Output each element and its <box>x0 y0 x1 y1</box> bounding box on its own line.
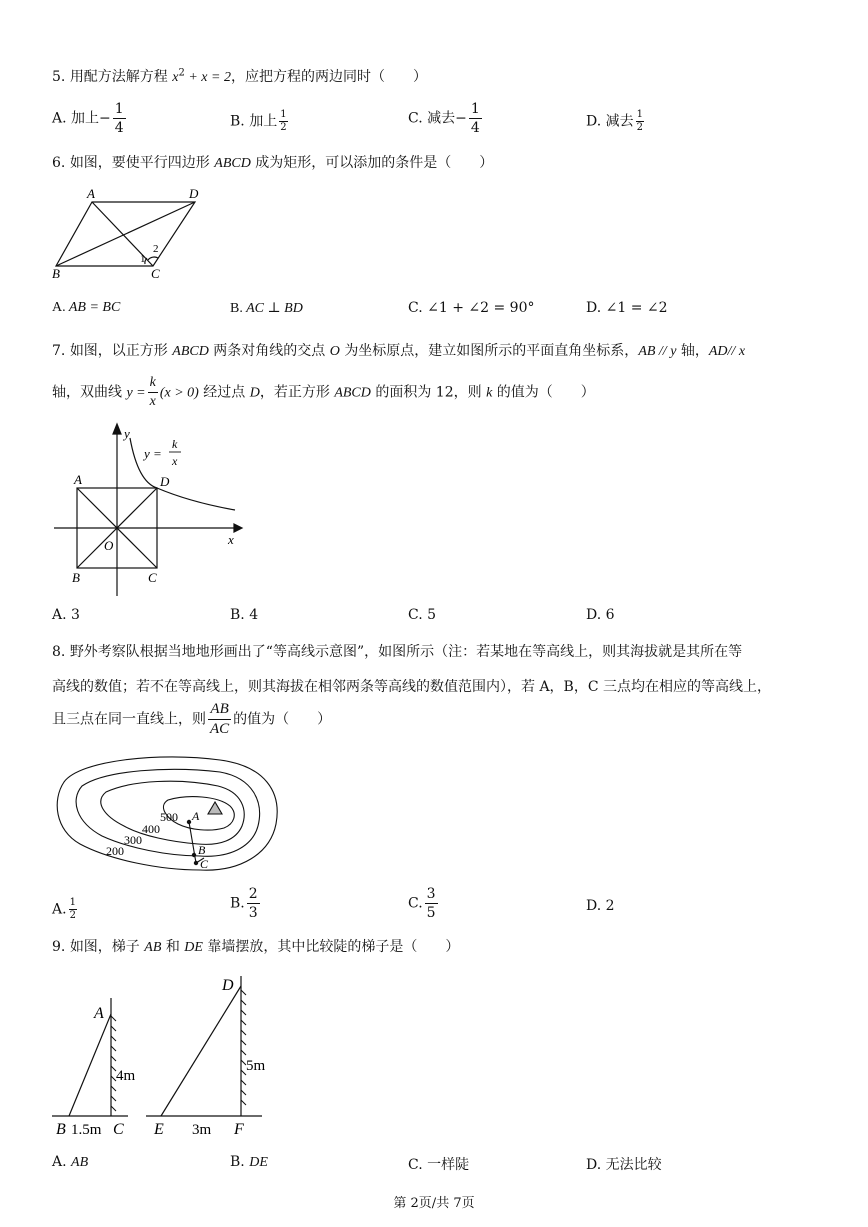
label-e: E <box>154 1121 164 1138</box>
q6-option-a[interactable]: A. AB = BC <box>52 300 121 315</box>
label-200: 200 <box>106 844 124 858</box>
curve-label-den: x <box>172 454 178 468</box>
label-b: B <box>52 266 60 281</box>
curve-label-num: k <box>172 437 178 451</box>
label-b: B <box>56 1121 66 1138</box>
q9-ladders-figure <box>50 968 270 1144</box>
label-d: D <box>160 474 170 489</box>
q7-number: 7. <box>52 343 66 359</box>
label-o: O <box>104 538 114 553</box>
label-height-4m: 4m <box>116 1068 136 1084</box>
label-base-3m: 3m <box>192 1122 212 1138</box>
summit-marker-icon <box>208 802 222 814</box>
label-a: A <box>74 472 82 487</box>
q7-option-d[interactable]: D. 6 <box>586 607 615 623</box>
label-c: C <box>151 266 160 281</box>
label-c: C <box>200 857 209 871</box>
angle-2-arc <box>148 257 158 260</box>
q9-option-b[interactable]: B. DE <box>230 1154 268 1170</box>
q8-stem-line2: 高线的数值；若不在等高线上，则其海拔在相邻两条等高线的数值范围内），若 A，B，C 三点均在相应的等高线上， <box>52 679 772 695</box>
q7-stem-line2: 轴，双曲线 y = $\frac{k}{x}$ (x > 0) 经过点 D，若正方形 ABCD 的面积为 12，则 k 的值为（ ） <box>52 375 595 409</box>
q8-option-a[interactable]: A. $\frac{1}{2}$ <box>52 897 76 921</box>
q9-option-d[interactable]: D. 无法比较 <box>586 1157 662 1173</box>
q8-stem-line1: 8. 野外考察队根据当地地形画出了“等高线示意图”，如图所示（注：若某地在等高线上，则其海拔就是其所在等 <box>52 644 743 660</box>
q6-stem: 6. 如图，要使平行四边形 ABCD 成为矩形，可以添加的条件是（ ） <box>52 155 494 171</box>
label-a: A <box>87 186 95 201</box>
q6-option-b[interactable]: B. AC ⊥ BD <box>230 301 303 316</box>
q5-option-b[interactable]: B. 加上 $\frac{1}{2}$ <box>230 109 287 133</box>
label-x: x <box>228 532 234 547</box>
point-b <box>192 853 196 857</box>
point-a <box>187 820 191 824</box>
label-d: D <box>222 977 234 994</box>
label-c: C <box>113 1121 124 1138</box>
label-c: C <box>148 570 157 585</box>
q8-contour-figure <box>50 752 290 882</box>
label-angle-2: 2 <box>153 243 159 255</box>
q9-number: 9. <box>52 939 66 955</box>
label-y: y <box>124 426 130 441</box>
wall-left-hatch <box>111 1016 116 1111</box>
q5-option-d[interactable]: D. 减去 $\frac{1}{2}$ <box>586 109 644 133</box>
point-c <box>194 861 198 865</box>
x-axis-arrow <box>234 524 242 532</box>
label-a: A <box>94 1005 104 1022</box>
q7-option-b[interactable]: B. 4 <box>230 607 259 623</box>
q8-option-b[interactable]: B. $\frac{2}{3}$ <box>230 886 258 921</box>
q8-number: 8. <box>52 644 66 660</box>
label-500: 500 <box>160 810 178 824</box>
wall-right-hatch <box>241 990 246 1105</box>
label-d: D <box>189 186 199 201</box>
ladder-ab <box>69 1014 111 1116</box>
q8-option-c[interactable]: C. $\frac{3}{5}$ <box>408 886 436 921</box>
q9-stem: 9. 如图，梯子 AB 和 DE 靠墙摆放，其中比较陡的梯子是（ ） <box>52 939 460 955</box>
label-angle-1: 1 <box>140 253 146 265</box>
q8-option-d[interactable]: D. 2 <box>586 898 615 914</box>
q6-option-c[interactable]: C. ∠1 + ∠2 = 90° <box>408 300 535 316</box>
label-b: B <box>198 843 206 857</box>
q5-stem: 5. 用配方法解方程 $x^2 + x = 2$，应把方程的两边同时（ ） <box>52 67 427 85</box>
q9-option-c[interactable]: C. 一样陡 <box>408 1157 470 1173</box>
q5-number: 5. <box>52 69 66 85</box>
label-300: 300 <box>124 833 142 847</box>
q7-coordinate-figure <box>50 420 250 600</box>
q9-option-a[interactable]: A. AB <box>52 1154 89 1170</box>
q5-option-a[interactable]: A. 加上− $\frac{1}{4}$ <box>52 101 124 136</box>
curve-label-lhs: y = <box>144 446 162 461</box>
q5-option-c[interactable]: C. 减去− $\frac{1}{4}$ <box>408 101 480 136</box>
q6-parallelogram-figure <box>50 184 210 280</box>
q7-stem-line1: 7. 如图，以正方形 ABCD 两条对角线的交点 O 为坐标原点，建立如图所示的平面直角坐标系，AB // y 轴，AD// x <box>52 343 746 359</box>
label-400: 400 <box>142 822 160 836</box>
label-base-1-5m: 1.5m <box>71 1122 102 1138</box>
q8-stem-line3: 且三点在同一直线上，则 $\frac{AB}{AC}$ 的值为（ ） <box>52 701 332 737</box>
y-axis-arrow <box>113 424 121 434</box>
q6-option-d[interactable]: D. ∠1 = ∠2 <box>586 300 668 316</box>
q7-option-a[interactable]: A. 3 <box>52 607 80 623</box>
label-f: F <box>234 1121 244 1138</box>
ladder-de <box>161 986 241 1116</box>
q7-option-c[interactable]: C. 5 <box>408 607 437 623</box>
label-height-5m: 5m <box>246 1058 266 1074</box>
q6-number: 6. <box>52 155 66 171</box>
label-b: B <box>72 570 80 585</box>
label-a: A <box>192 809 200 823</box>
page-footer: 第 2页/共 7页 <box>393 1196 475 1211</box>
